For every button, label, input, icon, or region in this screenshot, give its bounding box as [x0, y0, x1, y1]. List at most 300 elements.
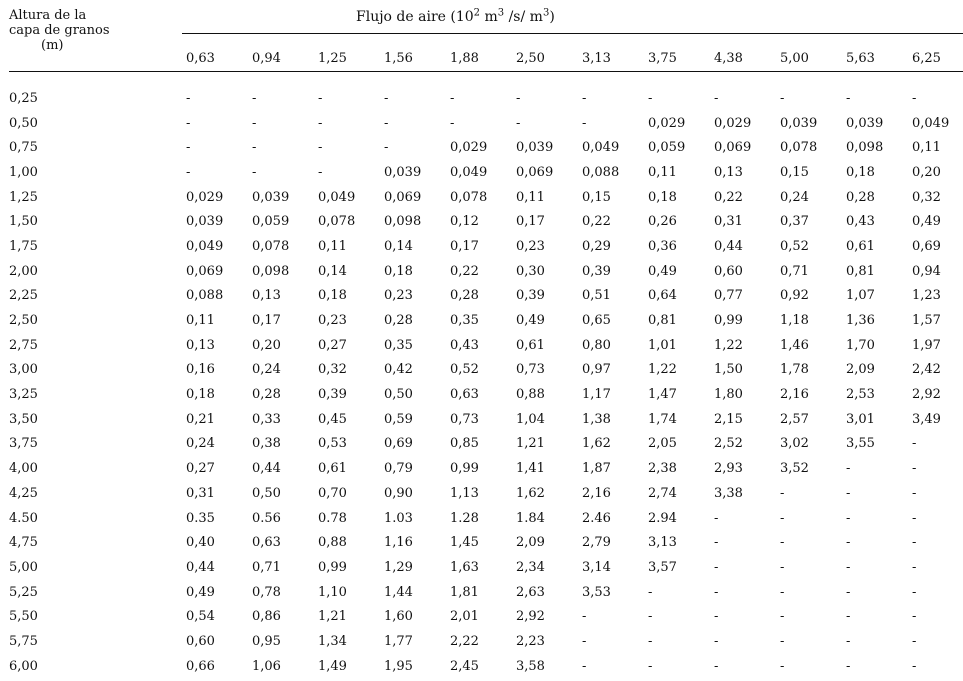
table-cell: - [582, 658, 587, 674]
table-cell: 1,22 [714, 337, 743, 353]
table-cell: 0,94 [912, 263, 941, 279]
column-header: 1,56 [384, 50, 413, 66]
table-cell: 0,078 [780, 140, 818, 156]
table-row [0, 629, 963, 654]
airflow-table [0, 46, 963, 679]
table-cell: 1,17 [582, 387, 611, 403]
table-cell: 0,069 [714, 140, 752, 156]
table-cell: 0,81 [648, 313, 677, 329]
table-cell: - [318, 164, 323, 180]
table-cell: 0,61 [318, 461, 347, 477]
table-cell: 0,31 [186, 485, 215, 501]
table-cell: - [846, 633, 851, 649]
table-cell: 0,11 [318, 238, 347, 254]
table-cell: - [912, 609, 917, 625]
table-cell: 0,18 [318, 288, 347, 304]
table-cell: 1,49 [318, 658, 347, 674]
table-cell: 1,10 [318, 584, 347, 600]
table-row [0, 111, 963, 136]
row-height-label: 2,50 [9, 313, 38, 329]
table-cell: 0,77 [714, 288, 743, 304]
table-cell: 0,92 [780, 288, 809, 304]
table-cell: 0,22 [450, 263, 479, 279]
table-row [0, 234, 963, 259]
row-height-label: 0,75 [9, 140, 38, 156]
table-cell: 3,13 [648, 535, 677, 551]
table-cell: - [912, 584, 917, 600]
table-cell: 0,39 [516, 288, 545, 304]
table-cell: 1,46 [780, 337, 809, 353]
table-cell: 0,049 [318, 189, 356, 205]
table-cell: 0,24 [780, 189, 809, 205]
table-cell: 0,79 [384, 461, 413, 477]
table-cell: - [912, 90, 917, 106]
table-cell: 1,21 [318, 609, 347, 625]
table-cell: 0,73 [516, 362, 545, 378]
table-cell: 0,088 [186, 288, 224, 304]
table-cell: - [252, 90, 257, 106]
table-cell: - [714, 90, 719, 106]
table-cell: - [186, 140, 191, 156]
table-cell: 0,069 [516, 164, 554, 180]
table-cell: 0,069 [186, 263, 224, 279]
spanner-rule [182, 33, 963, 34]
table-cell: 1,62 [582, 436, 611, 452]
spanner-sup-1: 2 [473, 7, 481, 19]
table-cell: 0,039 [516, 140, 554, 156]
table-cell: 1,77 [384, 633, 413, 649]
column-header: 1,25 [318, 50, 347, 66]
table-cell: 0,22 [582, 214, 611, 230]
table-cell: 0,35 [384, 337, 413, 353]
table-cell: 3,53 [582, 584, 611, 600]
row-height-label: 3,50 [9, 411, 38, 427]
table-cell: 0,039 [384, 164, 422, 180]
table-cell: 0,078 [318, 214, 356, 230]
table-cell: - [252, 140, 257, 156]
table-cell: - [648, 90, 653, 106]
table-cell: 2,38 [648, 461, 677, 477]
spanner-prefix: Flujo de aire (10 [356, 9, 474, 25]
row-height-label: 1,00 [9, 164, 38, 180]
table-cell: - [648, 658, 653, 674]
table-cell: 0,50 [252, 485, 281, 501]
table-cell: 0,098 [252, 263, 290, 279]
table-cell: 0,69 [384, 436, 413, 452]
table-cell: 0,17 [252, 313, 281, 329]
table-cell: 0,049 [582, 140, 620, 156]
column-header: 0,63 [186, 50, 215, 66]
spanner-sup-2: 3 [497, 7, 505, 19]
table-cell: 2,63 [516, 584, 545, 600]
table-cell: - [582, 115, 587, 131]
column-header: 3,75 [648, 50, 677, 66]
row-height-label: 3,00 [9, 362, 38, 378]
table-cell: 0,33 [252, 411, 281, 427]
table-cell: 0,029 [714, 115, 752, 131]
table-cell: 0,43 [450, 337, 479, 353]
table-cell: 1,13 [450, 485, 479, 501]
table-row [0, 358, 963, 383]
table-cell: 0,49 [516, 313, 545, 329]
table-cell: 0,85 [450, 436, 479, 452]
table-cell: 0,53 [318, 436, 347, 452]
table-cell: 0,11 [912, 140, 941, 156]
table-row [0, 555, 963, 580]
table-cell: 2,42 [912, 362, 941, 378]
table-cell: - [846, 535, 851, 551]
table-row [0, 86, 963, 111]
table-cell: - [780, 658, 785, 674]
table-cell: 0,38 [252, 436, 281, 452]
table-cell: 0,11 [648, 164, 677, 180]
table-cell: 2,74 [648, 485, 677, 501]
table-cell: 1,63 [450, 559, 479, 575]
table-row [0, 432, 963, 457]
table-cell: 2,16 [582, 485, 611, 501]
table-cell: 0,69 [912, 238, 941, 254]
table-cell: 2,53 [846, 387, 875, 403]
table-row [0, 382, 963, 407]
table-cell: 1,38 [582, 411, 611, 427]
table-cell: - [846, 510, 851, 526]
table-cell: - [648, 609, 653, 625]
table-cell: - [780, 559, 785, 575]
table-cell: 0,20 [252, 337, 281, 353]
row-height-label: 2,00 [9, 263, 38, 279]
table-cell: - [780, 609, 785, 625]
table-cell: 0,049 [450, 164, 488, 180]
table-cell: 0,65 [582, 313, 611, 329]
row-height-label: 5,75 [9, 633, 38, 649]
column-header: 4,38 [714, 50, 743, 66]
table-cell: 1.84 [516, 510, 545, 526]
table-cell: 1,21 [516, 436, 545, 452]
row-height-label: 5,00 [9, 559, 38, 575]
table-cell: 0,17 [516, 214, 545, 230]
table-cell: 0,029 [450, 140, 488, 156]
table-cell: 2,15 [714, 411, 743, 427]
column-header: 6,25 [912, 50, 941, 66]
table-cell: 0,52 [450, 362, 479, 378]
stub-column-header [0, 46, 182, 70]
table-cell: - [318, 140, 323, 156]
table-cell: 2,93 [714, 461, 743, 477]
table-cell: 0,18 [384, 263, 413, 279]
table-cell: 0,24 [186, 436, 215, 452]
table-cell: 1,44 [384, 584, 413, 600]
table-cell: 0,88 [318, 535, 347, 551]
row-height-label: 2,75 [9, 337, 38, 353]
table-cell: 0.56 [252, 510, 281, 526]
table-cell: 0,97 [582, 362, 611, 378]
table-cell: - [186, 90, 191, 106]
table-cell: 0,99 [450, 461, 479, 477]
table-cell: 0,23 [384, 288, 413, 304]
table-row [0, 135, 963, 160]
table-cell: - [582, 633, 587, 649]
table-cell: 0,40 [186, 535, 215, 551]
column-header: 5,00 [780, 50, 809, 66]
table-cell: 1,01 [648, 337, 677, 353]
table-cell: 0.78 [318, 510, 347, 526]
column-header: 0,94 [252, 50, 281, 66]
table-cell: 0,54 [186, 609, 215, 625]
table-cell: - [384, 140, 389, 156]
table-cell: - [582, 609, 587, 625]
table-cell: 0,32 [912, 189, 941, 205]
table-cell: 1,87 [582, 461, 611, 477]
table-cell: 0,078 [450, 189, 488, 205]
table-cell: 1,80 [714, 387, 743, 403]
table-row [0, 481, 963, 506]
table-cell: - [912, 461, 917, 477]
table-cell: 0,18 [186, 387, 215, 403]
table-cell: 0,59 [384, 411, 413, 427]
table-cell: - [912, 559, 917, 575]
table-cell: 0,039 [846, 115, 884, 131]
table-cell: 0,60 [714, 263, 743, 279]
table-cell: - [912, 485, 917, 501]
table-cell: 0,45 [318, 411, 347, 427]
table-cell: 2,52 [714, 436, 743, 452]
table-cell: 0,52 [780, 238, 809, 254]
row-height-label: 4,25 [9, 485, 38, 501]
column-header: 5,63 [846, 50, 875, 66]
table-cell: 0,049 [186, 238, 224, 254]
table-cell: 0,88 [516, 387, 545, 403]
table-cell: 0,70 [318, 485, 347, 501]
table-cell: - [714, 658, 719, 674]
table-row [0, 407, 963, 432]
table-cell: 1.03 [384, 510, 413, 526]
table-cell: 0,43 [846, 214, 875, 230]
table-cell: 0,51 [582, 288, 611, 304]
table-cell: 0,49 [912, 214, 941, 230]
table-cell: 0,18 [846, 164, 875, 180]
table-cell: - [780, 485, 785, 501]
table-cell: 1,81 [450, 584, 479, 600]
table-cell: 0,20 [912, 164, 941, 180]
table-row [0, 530, 963, 555]
table-cell: 1,97 [912, 337, 941, 353]
table-cell: 0,61 [516, 337, 545, 353]
table-cell: - [516, 90, 521, 106]
table-cell: 0,069 [384, 189, 422, 205]
table-cell: 0,059 [252, 214, 290, 230]
table-cell: 0,088 [582, 164, 620, 180]
table-row [0, 185, 963, 210]
table-cell: 1,45 [450, 535, 479, 551]
table-cell: 1,23 [912, 288, 941, 304]
table-cell: 0,95 [252, 633, 281, 649]
table-head [0, 46, 963, 86]
table-cell: 0,21 [186, 411, 215, 427]
table-cell: 0,098 [384, 214, 422, 230]
row-height-label: 4,75 [9, 535, 38, 551]
row-height-label: 1,75 [9, 238, 38, 254]
header-spacer [0, 70, 963, 86]
table-cell: - [648, 633, 653, 649]
table-cell: - [450, 115, 455, 131]
table-cell: 1.28 [450, 510, 479, 526]
table-cell: 0,44 [714, 238, 743, 254]
table-cell: 0,15 [582, 189, 611, 205]
table-cell: - [912, 510, 917, 526]
table-cell: - [780, 90, 785, 106]
table-cell: 3,49 [912, 411, 941, 427]
table-cell: 0,31 [714, 214, 743, 230]
table-cell: 1,07 [846, 288, 875, 304]
table-cell: - [780, 633, 785, 649]
table-cell: 0,28 [252, 387, 281, 403]
table-cell: 0,78 [252, 584, 281, 600]
table-cell: - [846, 559, 851, 575]
table-cell: - [780, 584, 785, 600]
table-row [0, 456, 963, 481]
table-cell: 0,28 [846, 189, 875, 205]
row-height-label: 1,25 [9, 189, 38, 205]
column-header-row [0, 46, 963, 70]
spanner-mid-2: /s/ m [504, 9, 543, 25]
table-cell: - [648, 584, 653, 600]
table-cell: 2,45 [450, 658, 479, 674]
table-cell: 0,26 [648, 214, 677, 230]
table-cell: - [714, 510, 719, 526]
column-header: 3,13 [582, 50, 611, 66]
table-cell: 2,05 [648, 436, 677, 452]
row-height-label: 2,25 [9, 288, 38, 304]
table-cell: 0,28 [450, 288, 479, 304]
table-cell: 0,73 [450, 411, 479, 427]
spanner-mid-1: m [480, 9, 498, 25]
table-cell: 2,34 [516, 559, 545, 575]
table-cell: 1,95 [384, 658, 413, 674]
table-cell: 0,30 [516, 263, 545, 279]
table-cell: 0,80 [582, 337, 611, 353]
table-cell: 1,47 [648, 387, 677, 403]
table-cell: - [582, 90, 587, 106]
table-cell: 1,60 [384, 609, 413, 625]
table-cell: 0,23 [516, 238, 545, 254]
table-cell: - [846, 485, 851, 501]
table-cell: 0,42 [384, 362, 413, 378]
table-cell: 1,29 [384, 559, 413, 575]
table-cell: 3,02 [780, 436, 809, 452]
table-cell: 0,27 [186, 461, 215, 477]
row-height-label: 5,25 [9, 584, 38, 600]
table-cell: - [252, 115, 257, 131]
table-cell: 0,60 [186, 633, 215, 649]
table-cell: 1,06 [252, 658, 281, 674]
table-cell: 0,29 [582, 238, 611, 254]
table-cell: 0,11 [516, 189, 545, 205]
table-row [0, 284, 963, 309]
table-row [0, 160, 963, 185]
row-height-label: 1,50 [9, 214, 38, 230]
table-row [0, 580, 963, 605]
table-cell: 0,49 [186, 584, 215, 600]
table-cell: - [846, 658, 851, 674]
table-cell: 0,13 [252, 288, 281, 304]
table-cell: 2,57 [780, 411, 809, 427]
table-cell: 1,36 [846, 313, 875, 329]
table-cell: - [912, 535, 917, 551]
table-cell: - [450, 90, 455, 106]
table-cell: 0,44 [252, 461, 281, 477]
table-cell: 1,16 [384, 535, 413, 551]
table-cell: 2.94 [648, 510, 677, 526]
table-cell: 0,059 [648, 140, 686, 156]
table-cell: 1,74 [648, 411, 677, 427]
table-cell: 2,22 [450, 633, 479, 649]
table-cell: - [384, 90, 389, 106]
table-row [0, 333, 963, 358]
table-cell: 0,16 [186, 362, 215, 378]
table-cell: 0,99 [714, 313, 743, 329]
row-height-label: 4.50 [9, 510, 38, 526]
row-height-label: 0,50 [9, 115, 38, 131]
table-cell: 0,13 [186, 337, 215, 353]
table-cell: 0,15 [780, 164, 809, 180]
table-cell: 1,34 [318, 633, 347, 649]
row-height-label: 0,25 [9, 90, 38, 106]
table-cell: 2,23 [516, 633, 545, 649]
table-cell: 0,32 [318, 362, 347, 378]
row-height-label: 3,75 [9, 436, 38, 452]
table-cell: 2,01 [450, 609, 479, 625]
column-header: 2,50 [516, 50, 545, 66]
table-cell: 1,18 [780, 313, 809, 329]
table-cell: 0,35 [450, 313, 479, 329]
table-cell: 3,58 [516, 658, 545, 674]
column-header: 1,88 [450, 50, 479, 66]
table-cell: 2,09 [846, 362, 875, 378]
stub-header-line-2: capa de granos [9, 23, 110, 38]
table-cell: - [714, 559, 719, 575]
table-row [0, 259, 963, 284]
table-cell: 3,55 [846, 436, 875, 452]
table-cell: 0,029 [648, 115, 686, 131]
table-cell: 0,17 [450, 238, 479, 254]
table-cell: 3,14 [582, 559, 611, 575]
table-cell: 0,14 [384, 238, 413, 254]
table-cell: - [186, 164, 191, 180]
table-row [0, 209, 963, 234]
table-cell: 1,41 [516, 461, 545, 477]
table-cell: 0,64 [648, 288, 677, 304]
table-cell: 0,63 [252, 535, 281, 551]
table-cell: 0,90 [384, 485, 413, 501]
table-cell: 2,16 [780, 387, 809, 403]
row-height-label: 6,00 [9, 658, 38, 674]
table-cell: - [912, 436, 917, 452]
table-cell: - [780, 535, 785, 551]
column-spanner-title [356, 8, 555, 26]
table-cell: - [714, 633, 719, 649]
table-cell: - [846, 609, 851, 625]
table-cell: 0,71 [780, 263, 809, 279]
stub-header-line-1: Altura de la [9, 8, 87, 23]
table-cell: 0,39 [582, 263, 611, 279]
table-cell: 1,78 [780, 362, 809, 378]
row-height-label: 5,50 [9, 609, 38, 625]
table-cell: 0,039 [252, 189, 290, 205]
table-cell: - [714, 609, 719, 625]
table-cell: 0,12 [450, 214, 479, 230]
table-cell: 2,79 [582, 535, 611, 551]
table-cell: - [912, 658, 917, 674]
